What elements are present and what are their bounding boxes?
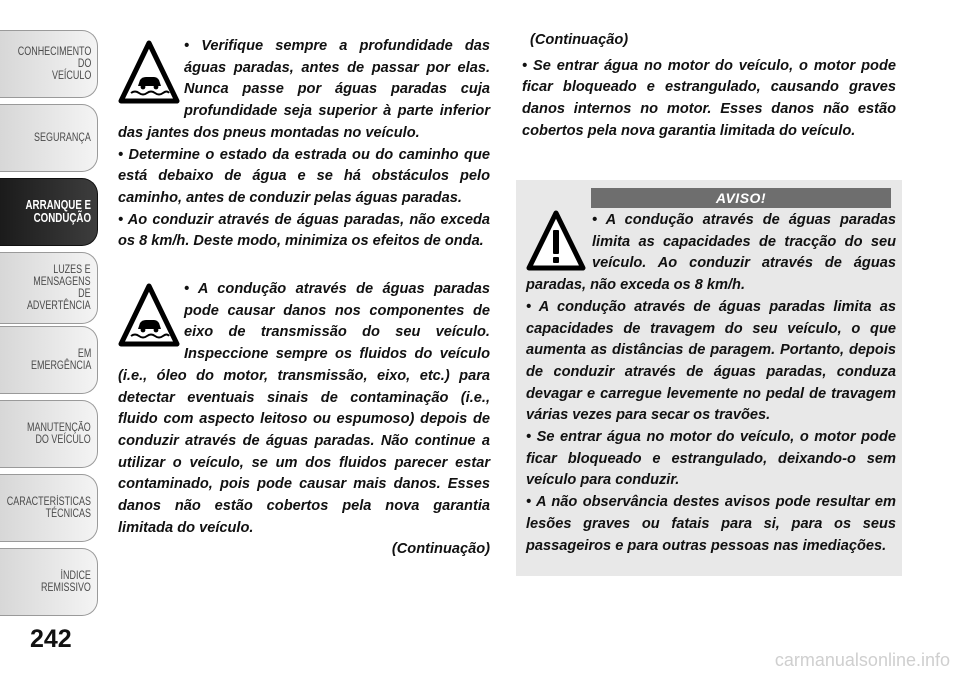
paragraph: • Determine o estado da estrada ou do caminho que está debaixo de água e se há obstáculos pelo caminho, antes de conduzir pelas águas paradas. xyxy=(118,146,490,206)
watermark: carmanualsonline.info xyxy=(774,650,950,670)
chapter-tabs xyxy=(0,0,100,640)
car-in-water-warning-icon xyxy=(118,40,180,104)
aviso-content xyxy=(526,210,896,557)
tab-manutencao-do-veiculo[interactable] xyxy=(0,400,98,468)
tab-label: EM EMERGÊNCIA xyxy=(30,348,91,372)
tab-label: CARACTERÍSTICAS TÉCNICAS xyxy=(6,496,91,520)
tab-arranque-e-conducao[interactable] xyxy=(0,178,98,246)
tab-label: LUZES E MENSAGENS DE ADVERTÊNCIA xyxy=(27,264,91,312)
tab-label: ARRANQUE E CONDUÇÃO xyxy=(25,198,91,225)
exclamation-warning-icon xyxy=(526,210,586,272)
paragraph: • A condução através de águas paradas pode causar danos nos componentes de eixo de transmissão do seu veículo. Inspeccione sempre os fluidos do veículo (i.e., óleo do motor, transmissão, eixo, etc.) para detectar eventuais sinais de contaminação (i.e., fluido com aspecto leitoso ou espumoso) depois de conduzir através de águas paradas. Não continue a utilizar o veículo, se um dos fluidos parecer estar contaminado, pois pode causar mais danos. Esses danos não estão cobertos pela nova garantia limitada do veículo. xyxy=(118,281,490,536)
continuation-label: (Continuação) xyxy=(530,32,629,48)
car-in-water-warning-icon xyxy=(118,283,180,347)
right-column xyxy=(522,30,896,143)
tab-label: MANUTENÇÃO DO VEÍCULO xyxy=(27,422,91,446)
paragraph: • Verifique sempre a profundidade das águas paradas, antes de passar por elas. Nunca passe por águas paradas cuja profundidade seja superior à parte inferior das jantes dos pneus montadas no veículo. xyxy=(118,38,490,141)
left-column xyxy=(118,36,490,561)
tab-seguranca[interactable] xyxy=(0,104,98,172)
paragraph: • Se entrar água no motor do veículo, o motor pode ficar bloqueado e estrangulado, deixando-o sem veículo para conduzir. xyxy=(526,429,896,489)
warning-block-water-depth xyxy=(118,36,490,253)
tab-conhecimento-do-veiculo[interactable] xyxy=(0,30,98,98)
paragraph: • A condução através de águas paradas limita as capacidades de travagem do seu veículo, o que aumenta as distâncias de paragem. Portanto, depois de conduzir através de águas paradas, conduza devagar e carregue levemente no pedal de travagem várias vezes para secar os travões. xyxy=(526,298,896,424)
tab-label: SEGURANÇA xyxy=(34,132,91,144)
aviso-title: AVISO! xyxy=(591,188,891,208)
page-number: 242 xyxy=(30,625,72,653)
tab-label: ÍNDICE REMISSIVO xyxy=(41,570,91,594)
tab-caracteristicas-tecnicas[interactable] xyxy=(0,474,98,542)
paragraph: • A condução através de águas paradas limita as capacidades de tracção do seu veículo. Ao conduzir através de águas paradas, não exceda os 8 km/h. xyxy=(526,212,896,294)
tab-label: CONHECIMENTO DO VEÍCULO xyxy=(17,46,91,82)
tab-indice-remissivo[interactable] xyxy=(0,548,98,616)
continuation-label: (Continuação) xyxy=(391,541,490,558)
paragraph: • Ao conduzir através de águas paradas, não exceda os 8 km/h. Deste modo, minimiza os efeitos de onda. xyxy=(118,211,490,250)
tab-em-emergencia[interactable] xyxy=(0,326,98,394)
warning-block-transmission-damage xyxy=(118,279,490,561)
paragraph: • A não observância destes avisos pode resultar em lesões graves ou fatais para si, para os seus passageiros e para outras pessoas nas imediações. xyxy=(526,494,896,554)
tab-luzes-e-mensagens[interactable] xyxy=(0,252,98,324)
paragraph: • Se entrar água no motor do veículo, o motor pode ficar bloqueado e estrangulado, causando graves danos internos no motor. Esses danos não estão cobertos pela nova garantia limitada do veículo. xyxy=(522,57,896,139)
